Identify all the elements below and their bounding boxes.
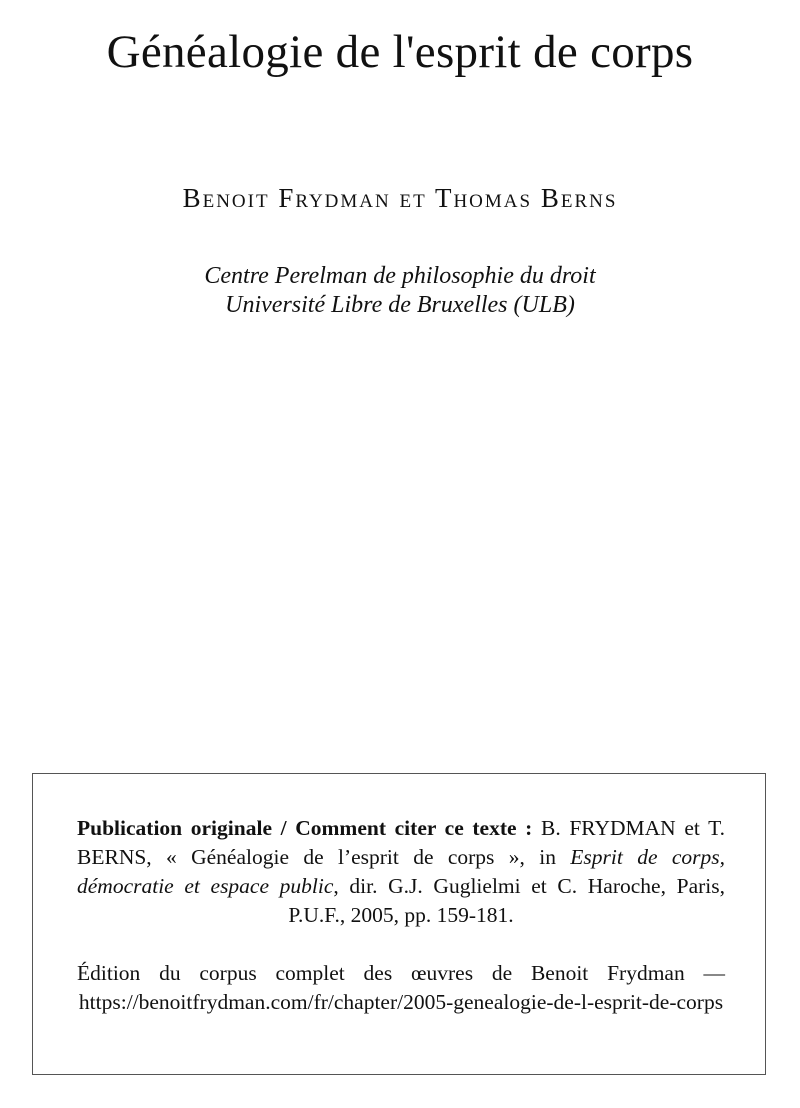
citation-label: Publication originale / Comment citer ce texte : [77,816,533,840]
author-affiliation [0,262,800,320]
citation-text-after-title: , dir. G.J. Guglielmi et C. Haroche, Paris, P.U.F., 2005, pp. 159-181. [288,874,725,927]
edition-paragraph: Édition du corpus complet des œuvres de Benoit Frydman — https://benoitfrydman.com/fr/chapter/2005-genealogie-de-l-esprit-de-corps [77,961,725,1014]
affiliation-line-1: Centre Perelman de philosophie du droit [204,263,596,289]
citation-paragraph [77,814,725,930]
citation-book-title: Esprit de corps, démocratie et espace public [77,845,725,898]
citation-box [32,773,766,1075]
citation-text-before-title: B. FRYDMAN et T. BERNS, « Généalogie de l’esprit de corps », in [77,816,726,869]
citation-content [77,814,725,1017]
document-authors: Benoit Frydman et Thomas Berns [182,183,618,213]
affiliation-line-2: Université Libre de Bruxelles (ULB) [225,292,575,318]
document-title: Généalogie de l'esprit de corps [106,26,694,78]
